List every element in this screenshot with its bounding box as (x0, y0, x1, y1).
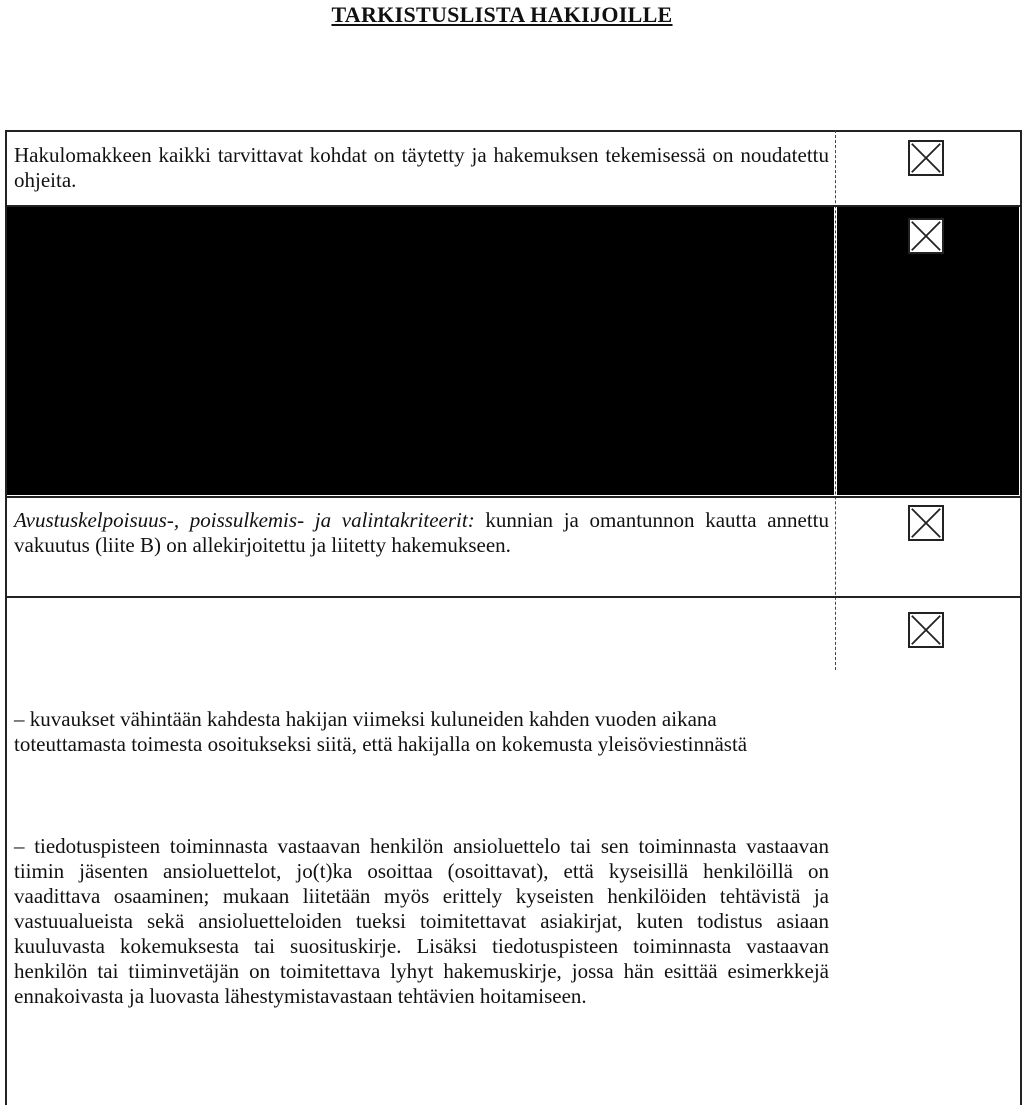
checklist-item-2-checkbox[interactable] (908, 218, 944, 254)
checklist-item-3-checkbox[interactable] (908, 505, 944, 541)
row-separator (5, 596, 1022, 598)
checked-x-icon (910, 142, 942, 174)
checklist-item-3-text (14, 508, 829, 558)
column-divider (835, 130, 836, 670)
redacted-block (7, 207, 834, 495)
checked-x-icon (910, 507, 942, 539)
checklist-item-1-checkbox[interactable] (908, 140, 944, 176)
table-right-border (1020, 130, 1022, 1105)
criteria-body: kunnian ja omantunnon kautta annettu vakuutus (liite B) on allekirjoitettu ja liitetty hakemukseen. (14, 508, 830, 557)
criteria-heading: Avustuskelpoisuus-, poissulkemis- ja valintakriteerit: (14, 508, 475, 532)
requirement-paragraph-1: – kuvaukset vähintään kahdesta hakijan viimeksi kuluneiden kahden vuoden aikana toteuttamasta toimesta osoitukseksi siitä, että hakijalla on kokemusta yleisöviestinnästä (14, 707, 748, 756)
checklist-item-1-text: Hakulomakkeen kaikki tarvittavat kohdat on täytetty ja hakemuksen tekemisessä on noudatettu ohjeita. (14, 143, 829, 192)
requirement-paragraph-2: – tiedotuspisteen toiminnasta vastaavan henkilön ansioluettelo tai sen toiminnasta vastaavan tiimin jäsenten ansioluettelot, jo(t)ka osoittaa (osoittavat), että kyseisillä henkilöillä on vaadittava osaaminen; mukaan liitetään myös erittely kyseisten henkilöiden tehtävistä ja vastuualueista sekä ansioluetteloiden tueksi toimitettavat asiakirjat, kuten todistus asiaan kuuluvasta kokemuksesta tai suosituskirje. Lisäksi tiedotuspisteen toiminnasta vastaavan henkilön tai tiiminvetäjän on toimitettava lyhyt hakemuskirje, jossa hän esittää esimerkkejä ennakoivasta ja luovasta lähestymistavastaan tehtävien hoitamiseen. (14, 834, 829, 1008)
table-top-border (5, 130, 1022, 132)
checked-x-icon (910, 220, 942, 252)
page-title: TARKISTUSLISTA HAKIJOILLE (331, 2, 673, 27)
checked-x-icon (910, 614, 942, 646)
row-separator (5, 496, 1022, 498)
checklist-item-4-checkbox[interactable] (908, 612, 944, 648)
